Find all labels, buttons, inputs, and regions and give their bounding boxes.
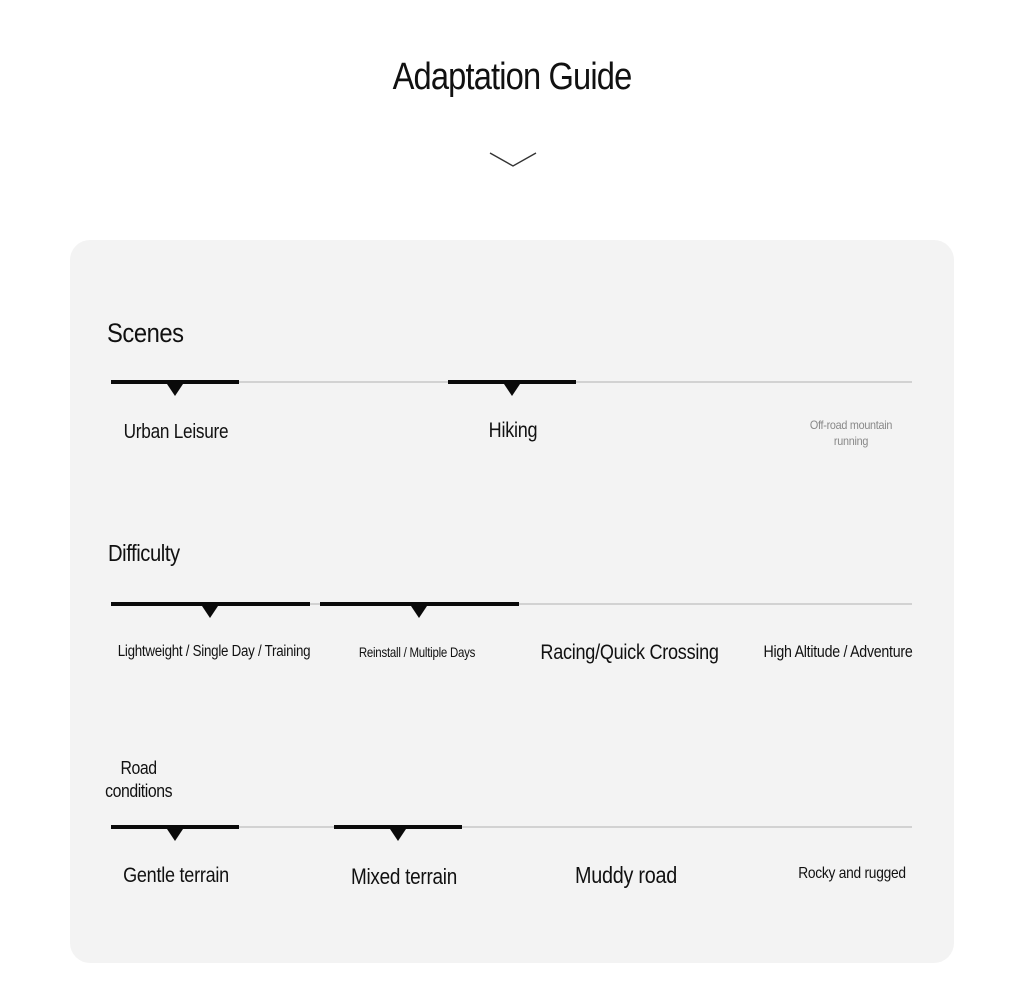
option-label: Rocky and rugged xyxy=(798,865,906,882)
option-label: Racing/Quick Crossing xyxy=(540,641,719,664)
option-label: Lightweight / Single Day / Training xyxy=(117,643,311,660)
selection-marker-icon xyxy=(390,829,406,841)
option-label: High Altitude / Adventure xyxy=(763,643,913,661)
option-label: Muddy road xyxy=(575,862,677,888)
option-label: Mixed terrain xyxy=(350,864,457,889)
selection-marker-icon xyxy=(202,606,218,618)
section-title-scenes: Scenes xyxy=(107,318,184,348)
section-title-road-conditions: Road conditions xyxy=(105,758,173,801)
chevron-down-icon[interactable] xyxy=(488,148,538,170)
page-title: Adaptation Guide xyxy=(392,56,632,98)
option-label: Urban Leisure xyxy=(123,421,229,443)
section-title-difficulty: Difficulty xyxy=(108,540,180,566)
selection-marker-icon xyxy=(167,829,183,841)
selection-marker-icon xyxy=(411,606,427,618)
selection-marker-icon xyxy=(167,384,183,396)
option-label: Gentle terrain xyxy=(123,864,229,887)
option-label: Hiking xyxy=(488,419,538,442)
selection-marker-icon xyxy=(504,384,520,396)
option-label: Reinstall / Multiple Days xyxy=(358,644,476,660)
option-label: Off-road mountain running xyxy=(809,418,893,448)
